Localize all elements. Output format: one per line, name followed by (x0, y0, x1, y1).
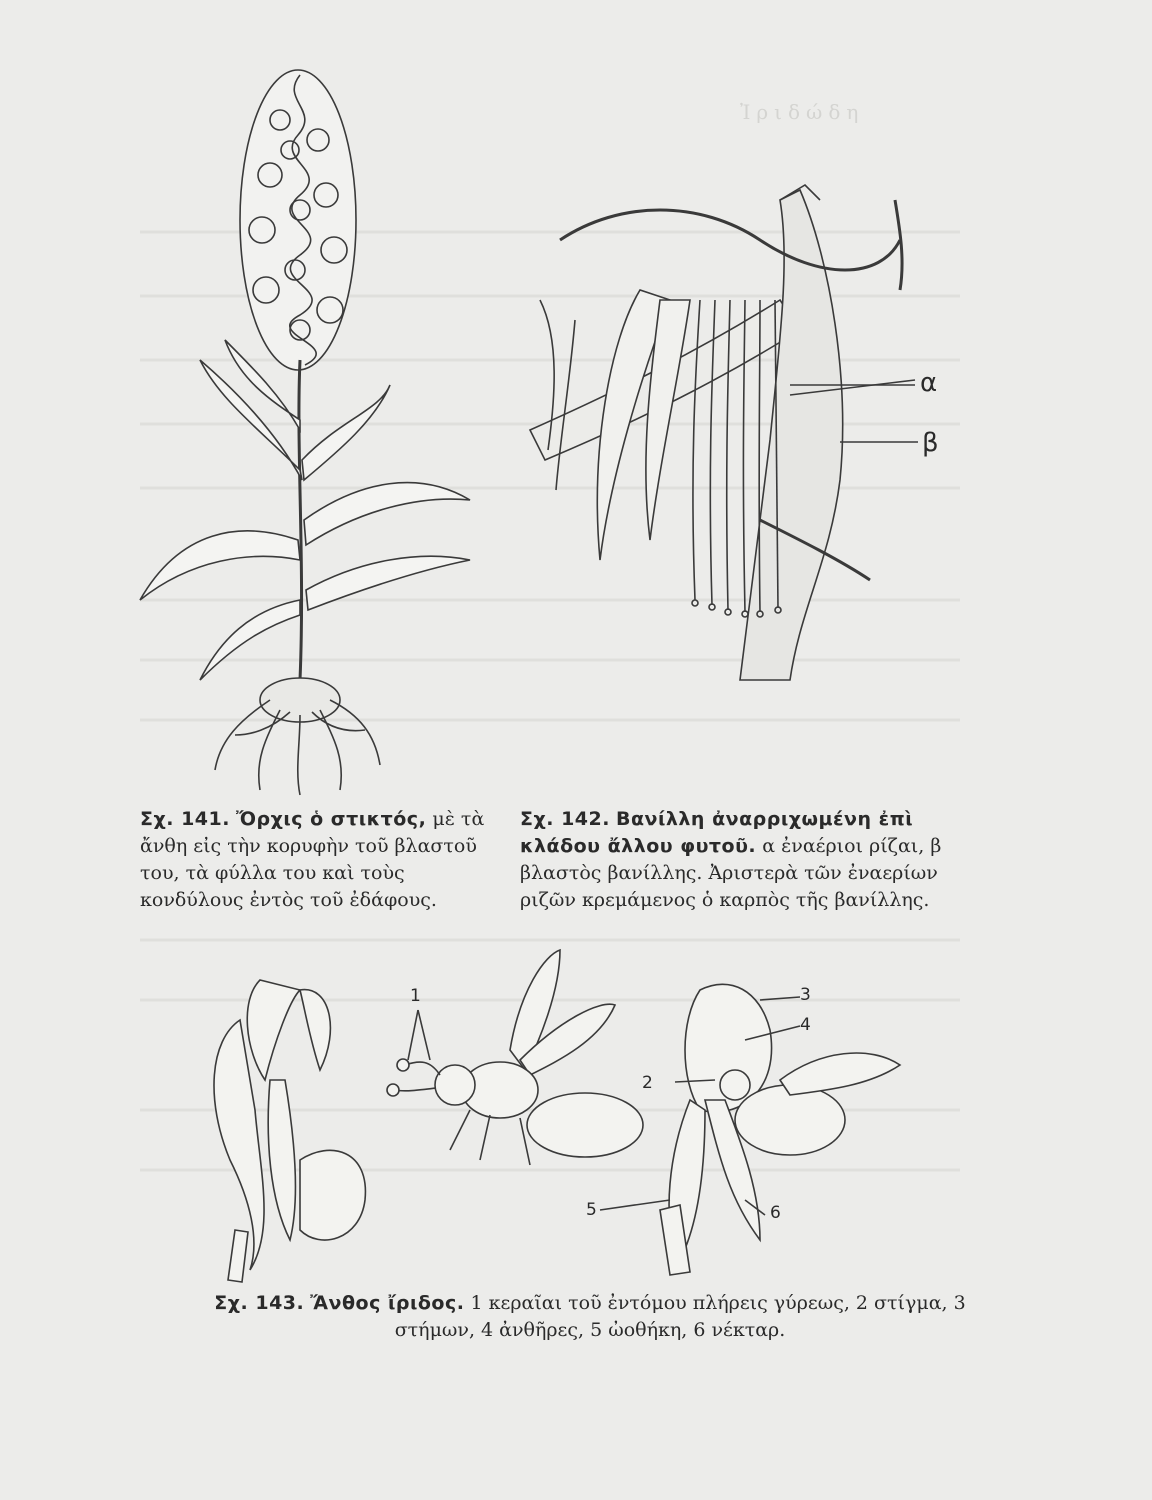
orchis-plant-illustration (140, 70, 470, 795)
marker-2: 2 (642, 1073, 653, 1093)
caption-fig142-text: α ἐναέριοι ρίζαι, β βλαστὸς βανίλλης. Ἀριστερὰ τῶν ἐναερίων ριζῶν κρεμάμενος ὁ καρπὸς τῆς βανίλλης. (520, 835, 942, 911)
orchis-stem (299, 360, 302, 680)
bee-with-antennae-illustration (387, 950, 643, 1165)
bleed-through-heading: Ἰριδώδη (740, 100, 865, 124)
marker-4: 4 (800, 1015, 811, 1035)
caption-fig143-text: 1 κεραῖαι τοῦ ἐντόμου πλήρεις γύρεως, 2 στίγμα, 3 στήμων, 4 ἀνθῆρες, 5 ὠοθήκη, 6 νέκταρ. (394, 1292, 966, 1341)
caption-fig143-label: Σχ. 143. (214, 1292, 305, 1314)
vanilla-illustration (530, 185, 918, 680)
marker-1: 1 (410, 986, 421, 1006)
orchis-leaves (140, 340, 470, 680)
caption-fig143-title: Ἄνθος ἴριδος. (310, 1292, 465, 1314)
caption-fig141-title: Ὄρχις ὁ στικτός, (236, 808, 427, 830)
caption-fig141-label: Σχ. 141. (140, 808, 230, 830)
caption-fig142 (520, 806, 970, 914)
orchis-roots-tubers (215, 678, 380, 795)
orchis-flower-spike (240, 70, 356, 370)
host-trunk (740, 190, 843, 680)
caption-fig142-label: Σχ. 142. (520, 808, 610, 830)
marker-6: 6 (770, 1203, 781, 1223)
caption-fig141-text: μὲ τὰ ἄνθη εἰς τὴν κορυφὴν τοῦ βλαστοῦ του, τὰ φύλλα του καὶ τοὺς κονδύλους ἐντὸς τοῦ ἐδάφους. (140, 808, 485, 911)
marker-3: 3 (800, 985, 811, 1005)
iris-flower-illustration (214, 980, 365, 1282)
caption-fig141 (140, 806, 490, 914)
iris-section-with-bee-illustration (600, 984, 900, 1275)
caption-fig142-title: Βανίλλη ἀναρριχωμένη ἐπὶ κλάδου ἄλλου φυτοῦ. (520, 808, 914, 857)
marker-alpha: α (920, 368, 938, 398)
marker-5: 5 (586, 1200, 597, 1220)
caption-fig143 (190, 1290, 990, 1344)
marker-beta: β (922, 428, 939, 458)
